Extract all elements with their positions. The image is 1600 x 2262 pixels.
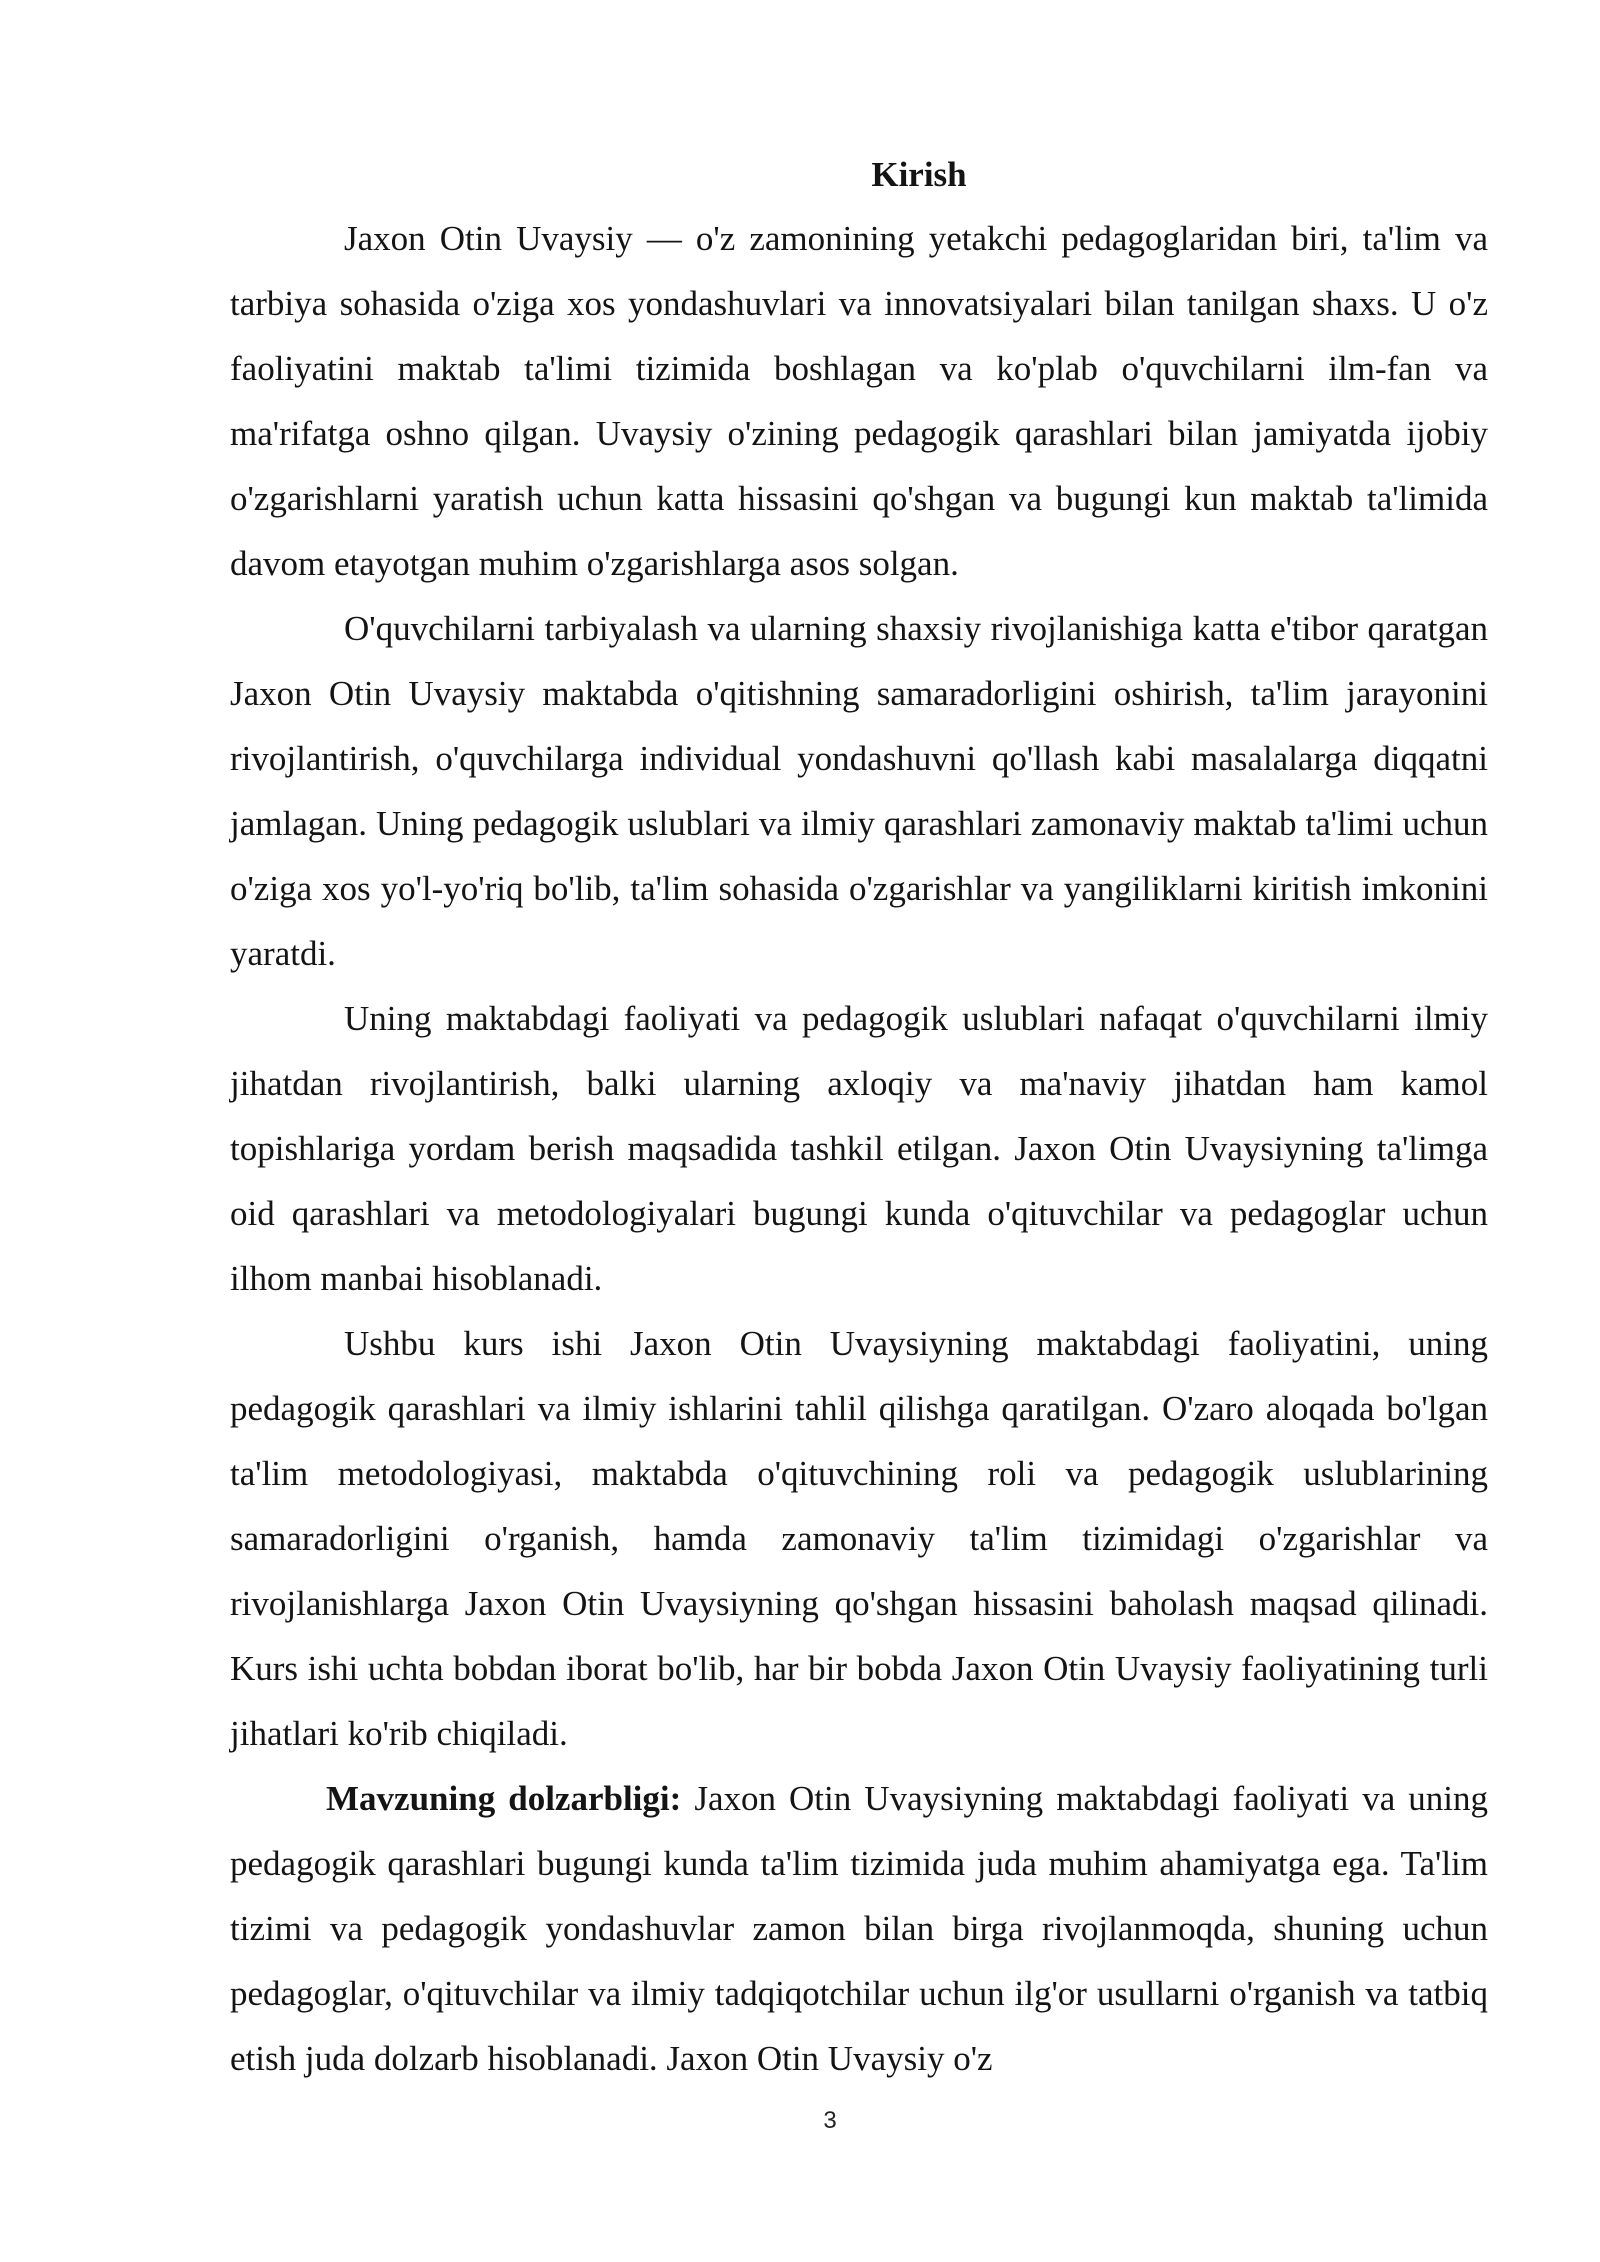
paragraph-1: Jaxon Otin Uvaysiy — o'z zamonining yetakchi pedagoglaridan biri, ta'lim va tarbiya sohasida o'ziga xos yondashuvlari va innovatsiyalari bilan tanilgan shaxs. U o'z faoliyatini maktab ta'limi tizimida boshlagan va ko'plab o'quvchilarni ilm-fan va ma'rifatga oshno qilgan. Uvaysiy o'zining pedagogik qarashlari bilan jamiyatda ijobiy o'zgarishlarni yaratish uchun katta hissasini qo'shgan va bugungi kun maktab ta'limida davom etayotgan muhim o'zgarishlarga asos solgan. [230,219,1488,583]
paragraph-2: O'quvchilarni tarbiyalash va ularning shaxsiy rivojlanishiga katta e'tibor qaratgan Jaxon Otin Uvaysiy maktabda o'qitishning samaradorligini oshirish, ta'lim jarayonini rivojlantirish, o'quvchilarga individual yondashuvni qo'llash kabi masalalarga diqqatni jamlagan. Uning pedagogik uslublari va ilmiy qarashlari zamonaviy maktab ta'limi uchun o'ziga xos yo'l-yo'riq bo'lib, ta'lim sohasida o'zgarishlar va yangiliklarni kiritish imkonini yaratdi. [230,609,1488,973]
page-number: 3 [823,2107,837,2134]
paragraph-4: Ushbu kurs ishi Jaxon Otin Uvaysiyning maktabdagi faoliyatini, uning pedagogik qarashlari va ilmiy ishlarini tahlil qilishga qaratilgan. O'zaro aloqada bo'lgan ta'lim metodologiyasi, maktabda o'qituvchining roli va pedagogik uslublarining samaradorligini o'rganish, hamda zamonaviy ta'lim tizimidagi o'zgarishlar va rivojlanishlarga Jaxon Otin Uvaysiyning qo'shgan hissasini baholash maqsad qilinadi. Kurs ishi uchta bobdan iborat bo'lib, har bir bobda Jaxon Otin Uvaysiy faoliyatining turli jihatlari ko'rib chiqiladi. [230,1324,1488,1753]
page-content [230,148,1488,2091]
paragraph-3: Uning maktabdagi faoliyati va pedagogik uslublari nafaqat o'quvchilarni ilmiy jihatdan rivojlantirish, balki ularning axloqiy va ma'naviy jihatdan ham kamol topishlariga yordam berish maqsadida tashkil etilgan. Jaxon Otin Uvaysiyning ta'limga oid qarashlari va metodologiyalari bugungi kunda o'qituvchilar va pedagoglar uchun ilhom manbai hisoblanadi. [230,999,1488,1298]
relevance-text: Jaxon Otin Uvaysiyning maktabdagi faoliyati va uning pedagogik qarashlari bugungi kunda ta'lim tizimida juda muhim ahamiyatga ega. Ta'lim tizimi va pedagogik yondashuvlar zamon bilan birga rivojlanmoqda, shuning uchun pedagoglar, o'qituvchilar va ilmiy tadqiqotchilar uchun ilg'or usullarni o'rganish va tatbiq etish juda dolzarb hisoblanadi. Jaxon Otin Uvaysiy o'z [230,1779,1488,2078]
relevance-label: Mavzuning dolzarbligi: [326,1779,682,1818]
section-title: Kirish [871,155,967,194]
relevance-paragraph [230,1766,1488,2091]
